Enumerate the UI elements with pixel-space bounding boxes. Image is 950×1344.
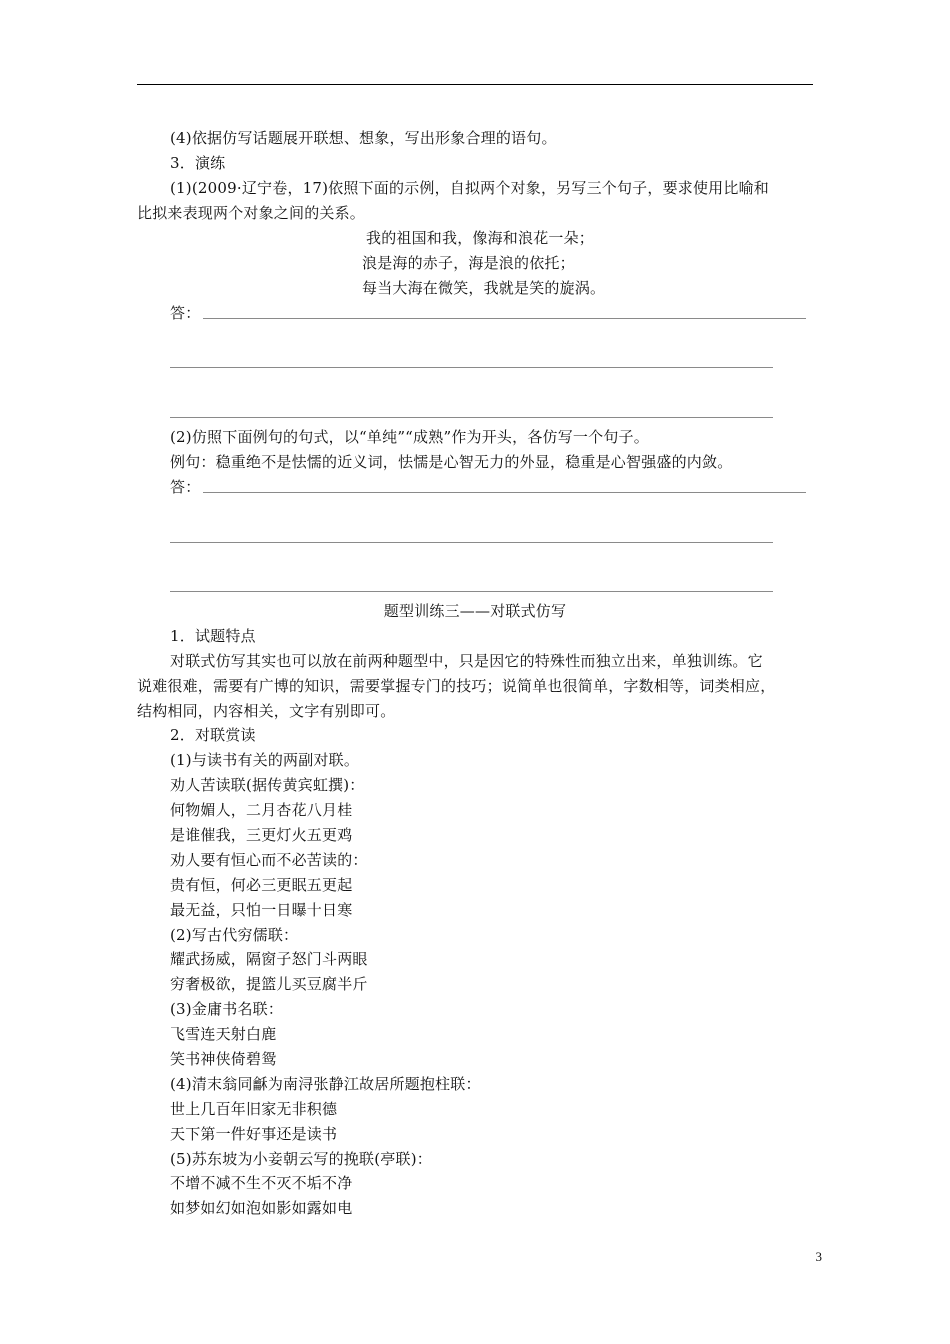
couplet-line: 穷奢极欲，提篮儿买豆腐半斤 xyxy=(170,975,368,993)
text-line: (5)苏东坡为小妾朝云写的挽联(亭联)： xyxy=(170,1150,432,1168)
couplet-line: 是谁催我，三更灯火五更鸡 xyxy=(170,826,353,844)
section-heading: 3．演练 xyxy=(170,154,226,172)
text-line: 例句：稳重绝不是怯懦的近义词，怯懦是心智无力的外显，稳重是心智强盛的内敛。 xyxy=(170,453,733,471)
text-line: (2)仿照下面例句的句式，以“单纯”“成熟”作为开头，各仿写一个句子。 xyxy=(170,428,649,446)
couplet-line: 耀武扬威，隔窗子怒门斗两眼 xyxy=(170,950,368,968)
page-number: 3 xyxy=(815,1249,822,1264)
text-line: 劝人苦读联(据传黄宾虹撰)： xyxy=(170,776,365,794)
couplet-line: 最无益，只怕一日曝十日寒 xyxy=(170,901,353,919)
answer-label: 答： xyxy=(170,478,201,496)
poem-line: 浪是海的赤子，海是浪的依托； xyxy=(362,254,575,272)
answer-line[interactable] xyxy=(203,318,806,319)
text-line: (1)(2009·辽宁卷，17)依照下面的示例，自拟两个对象，另写三个句子，要求使用比喻和 xyxy=(170,179,769,197)
couplet-line: 天下第一件好事还是读书 xyxy=(170,1125,338,1143)
answer-line[interactable] xyxy=(203,492,806,493)
section-heading: 1．试题特点 xyxy=(170,627,256,645)
text-line: 说难很难，需要有广博的知识，需要掌握专门的技巧；说简单也很简单，字数相等，词类相应， xyxy=(137,677,776,695)
text-line: (2)写古代穷儒联： xyxy=(170,926,299,944)
text-line: (4)依据仿写话题展开联想、想象，写出形象合理的语句。 xyxy=(170,129,557,147)
text-line: (1)与读书有关的两副对联。 xyxy=(170,751,360,769)
text-line: (4)清末翁同龢为南浔张静江故居所题抱柱联： xyxy=(170,1075,481,1093)
couplet-line: 飞雪连天射白鹿 xyxy=(170,1025,277,1043)
header-rule xyxy=(137,84,813,85)
poem-line: 每当大海在微笑，我就是笑的旋涡。 xyxy=(362,279,606,297)
poem-line: 我的祖国和我，像海和浪花一朵； xyxy=(366,229,595,247)
answer-line[interactable] xyxy=(170,591,773,592)
couplet-line: 笑书神侠倚碧鸳 xyxy=(170,1050,277,1068)
section-heading: 2．对联赏读 xyxy=(170,726,256,744)
couplet-line: 贵有恒，何必三更眠五更起 xyxy=(170,876,353,894)
couplet-line: 世上几百年旧家无非积德 xyxy=(170,1100,338,1118)
couplet-line: 不增不减不生不灭不垢不净 xyxy=(170,1174,353,1192)
answer-label: 答： xyxy=(170,304,201,322)
couplet-line: 如梦如幻如泡如影如露如电 xyxy=(170,1199,353,1217)
answer-line[interactable] xyxy=(170,542,773,543)
text-line: 结构相同，内容相关，文字有别即可。 xyxy=(137,702,396,720)
answer-line[interactable] xyxy=(170,367,773,368)
section-title: 题型训练三——对联式仿写 xyxy=(383,602,567,620)
text-line: (3)金庸书名联： xyxy=(170,1000,284,1018)
text-line: 比拟来表现两个对象之间的关系。 xyxy=(137,204,366,222)
text-line: 劝人要有恒心而不必苦读的： xyxy=(170,851,368,869)
answer-line[interactable] xyxy=(170,417,773,418)
couplet-line: 何物媚人，二月杏花八月桂 xyxy=(170,801,353,819)
text-line: 对联式仿写其实也可以放在前两种题型中，只是因它的特殊性而独立出来，单独训练。它 xyxy=(170,652,763,670)
